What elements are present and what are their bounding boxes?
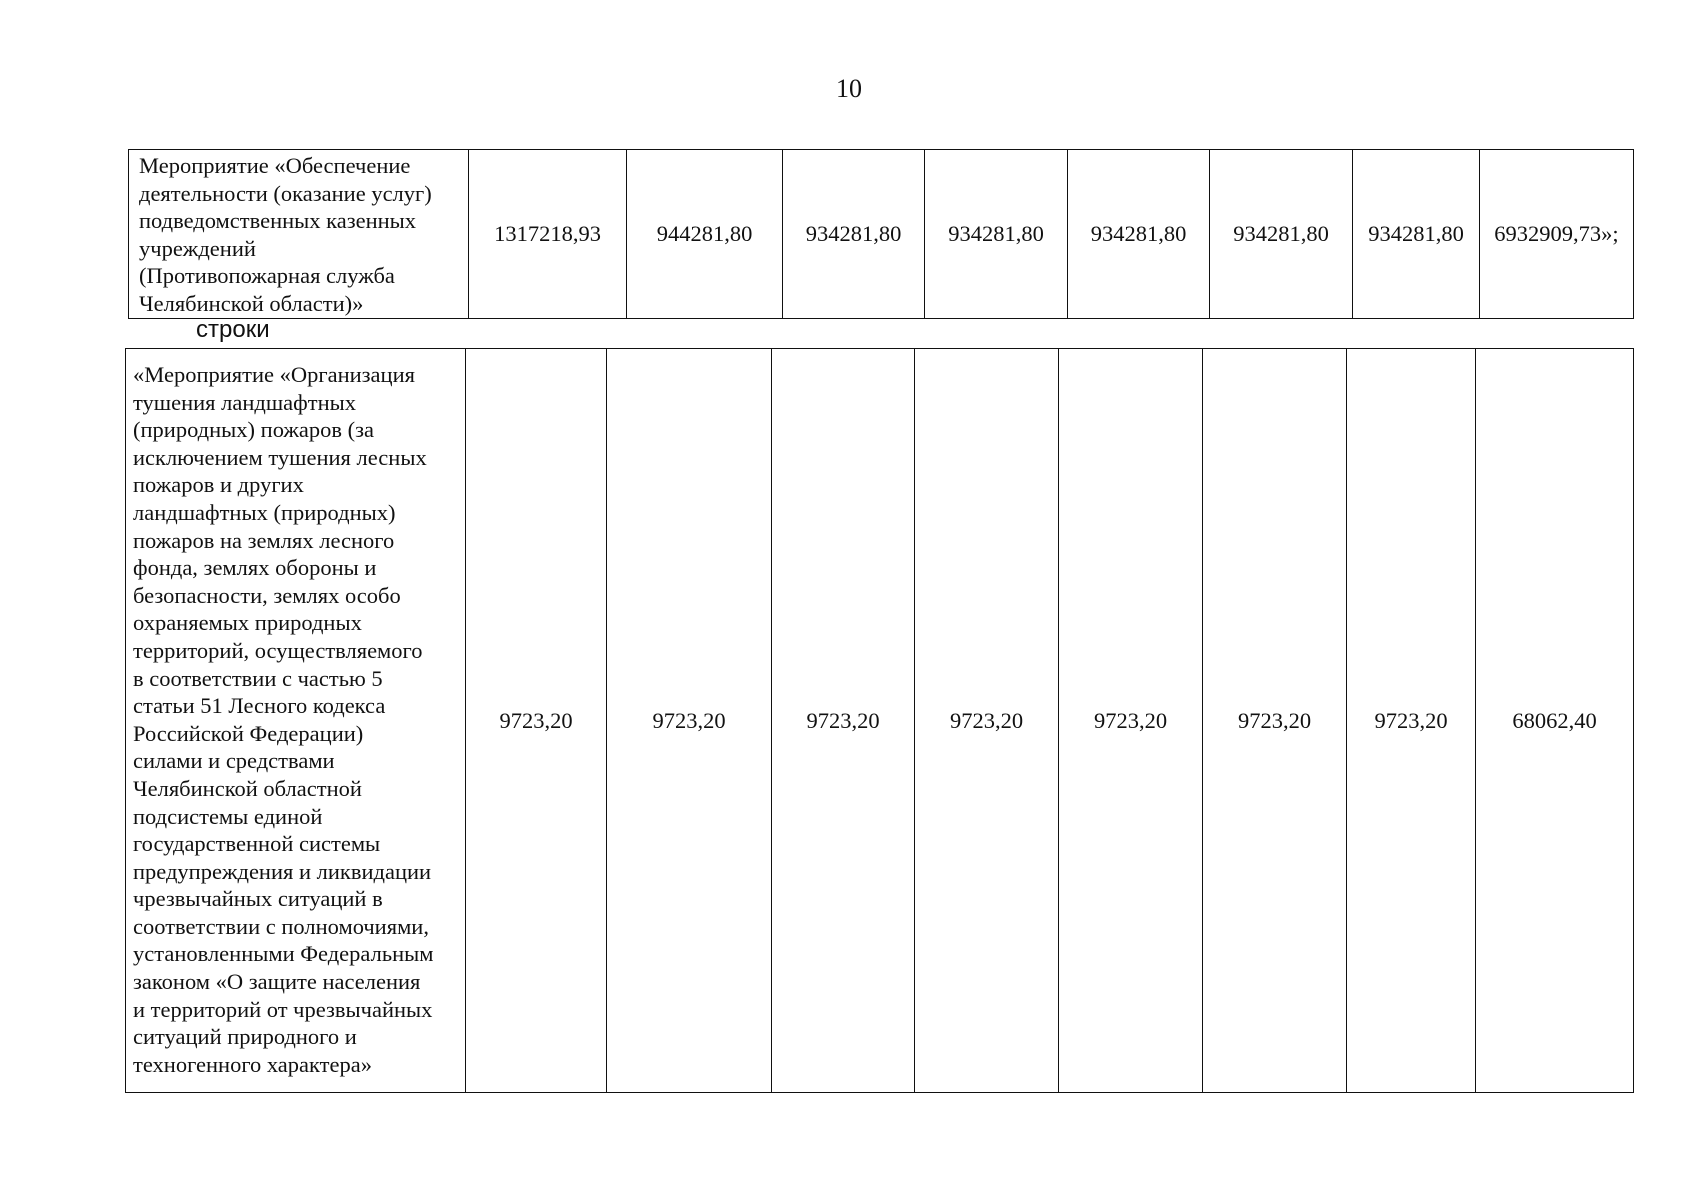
- budget-table-new: [125, 348, 1634, 1093]
- row-name-cell: «Мероприятие «Организация тушения ландшафтных (природных) пожаров (за исключением тушения лесных пожаров и других ландшафтных (природных) пожаров на землях лесного фонда, землях обороны и безопасности, землях особо охраняемых природных территорий, осуществляемого в соответствии с частью 5 статьи 51 Лесного кодекса Российской Федерации) силами и средствами Челябинской областной подсистемы единой государственной системы предупреждения и ликвидации чрезвычайных ситуаций в соответствии с полномочиями, установленными Федеральным законом «О защите населения и территорий от чрезвычайных ситуаций природного и техногенного характера»: [126, 349, 466, 1093]
- value-cell: 934281,80: [925, 150, 1068, 319]
- value-cell: 944281,80: [627, 150, 783, 319]
- table-row: [129, 150, 1634, 319]
- total-cell: 6932909,73»;: [1480, 150, 1634, 319]
- value-cell: 934281,80: [783, 150, 925, 319]
- value-cell: 9723,20: [1347, 349, 1476, 1093]
- row-name-cell: Мероприятие «Обеспечение деятельности (оказание услуг) подведомственных казенных учреждений (Противопожарная служба Челябинской области)»: [129, 150, 469, 319]
- section-label: строки: [196, 316, 270, 343]
- table-row: [126, 349, 1634, 1093]
- value-cell: 9723,20: [772, 349, 915, 1093]
- value-cell: 9723,20: [1059, 349, 1203, 1093]
- value-cell: 9723,20: [915, 349, 1059, 1093]
- value-cell: 9723,20: [1203, 349, 1347, 1093]
- page-number: 10: [836, 74, 862, 103]
- value-cell: 934281,80: [1068, 150, 1210, 319]
- value-cell: 9723,20: [466, 349, 607, 1093]
- value-cell: 9723,20: [607, 349, 772, 1093]
- value-cell: 934281,80: [1353, 150, 1480, 319]
- value-cell: 934281,80: [1210, 150, 1353, 319]
- value-cell: 1317218,93: [469, 150, 627, 319]
- budget-table-previous: [128, 149, 1634, 319]
- total-cell: 68062,40: [1476, 349, 1634, 1093]
